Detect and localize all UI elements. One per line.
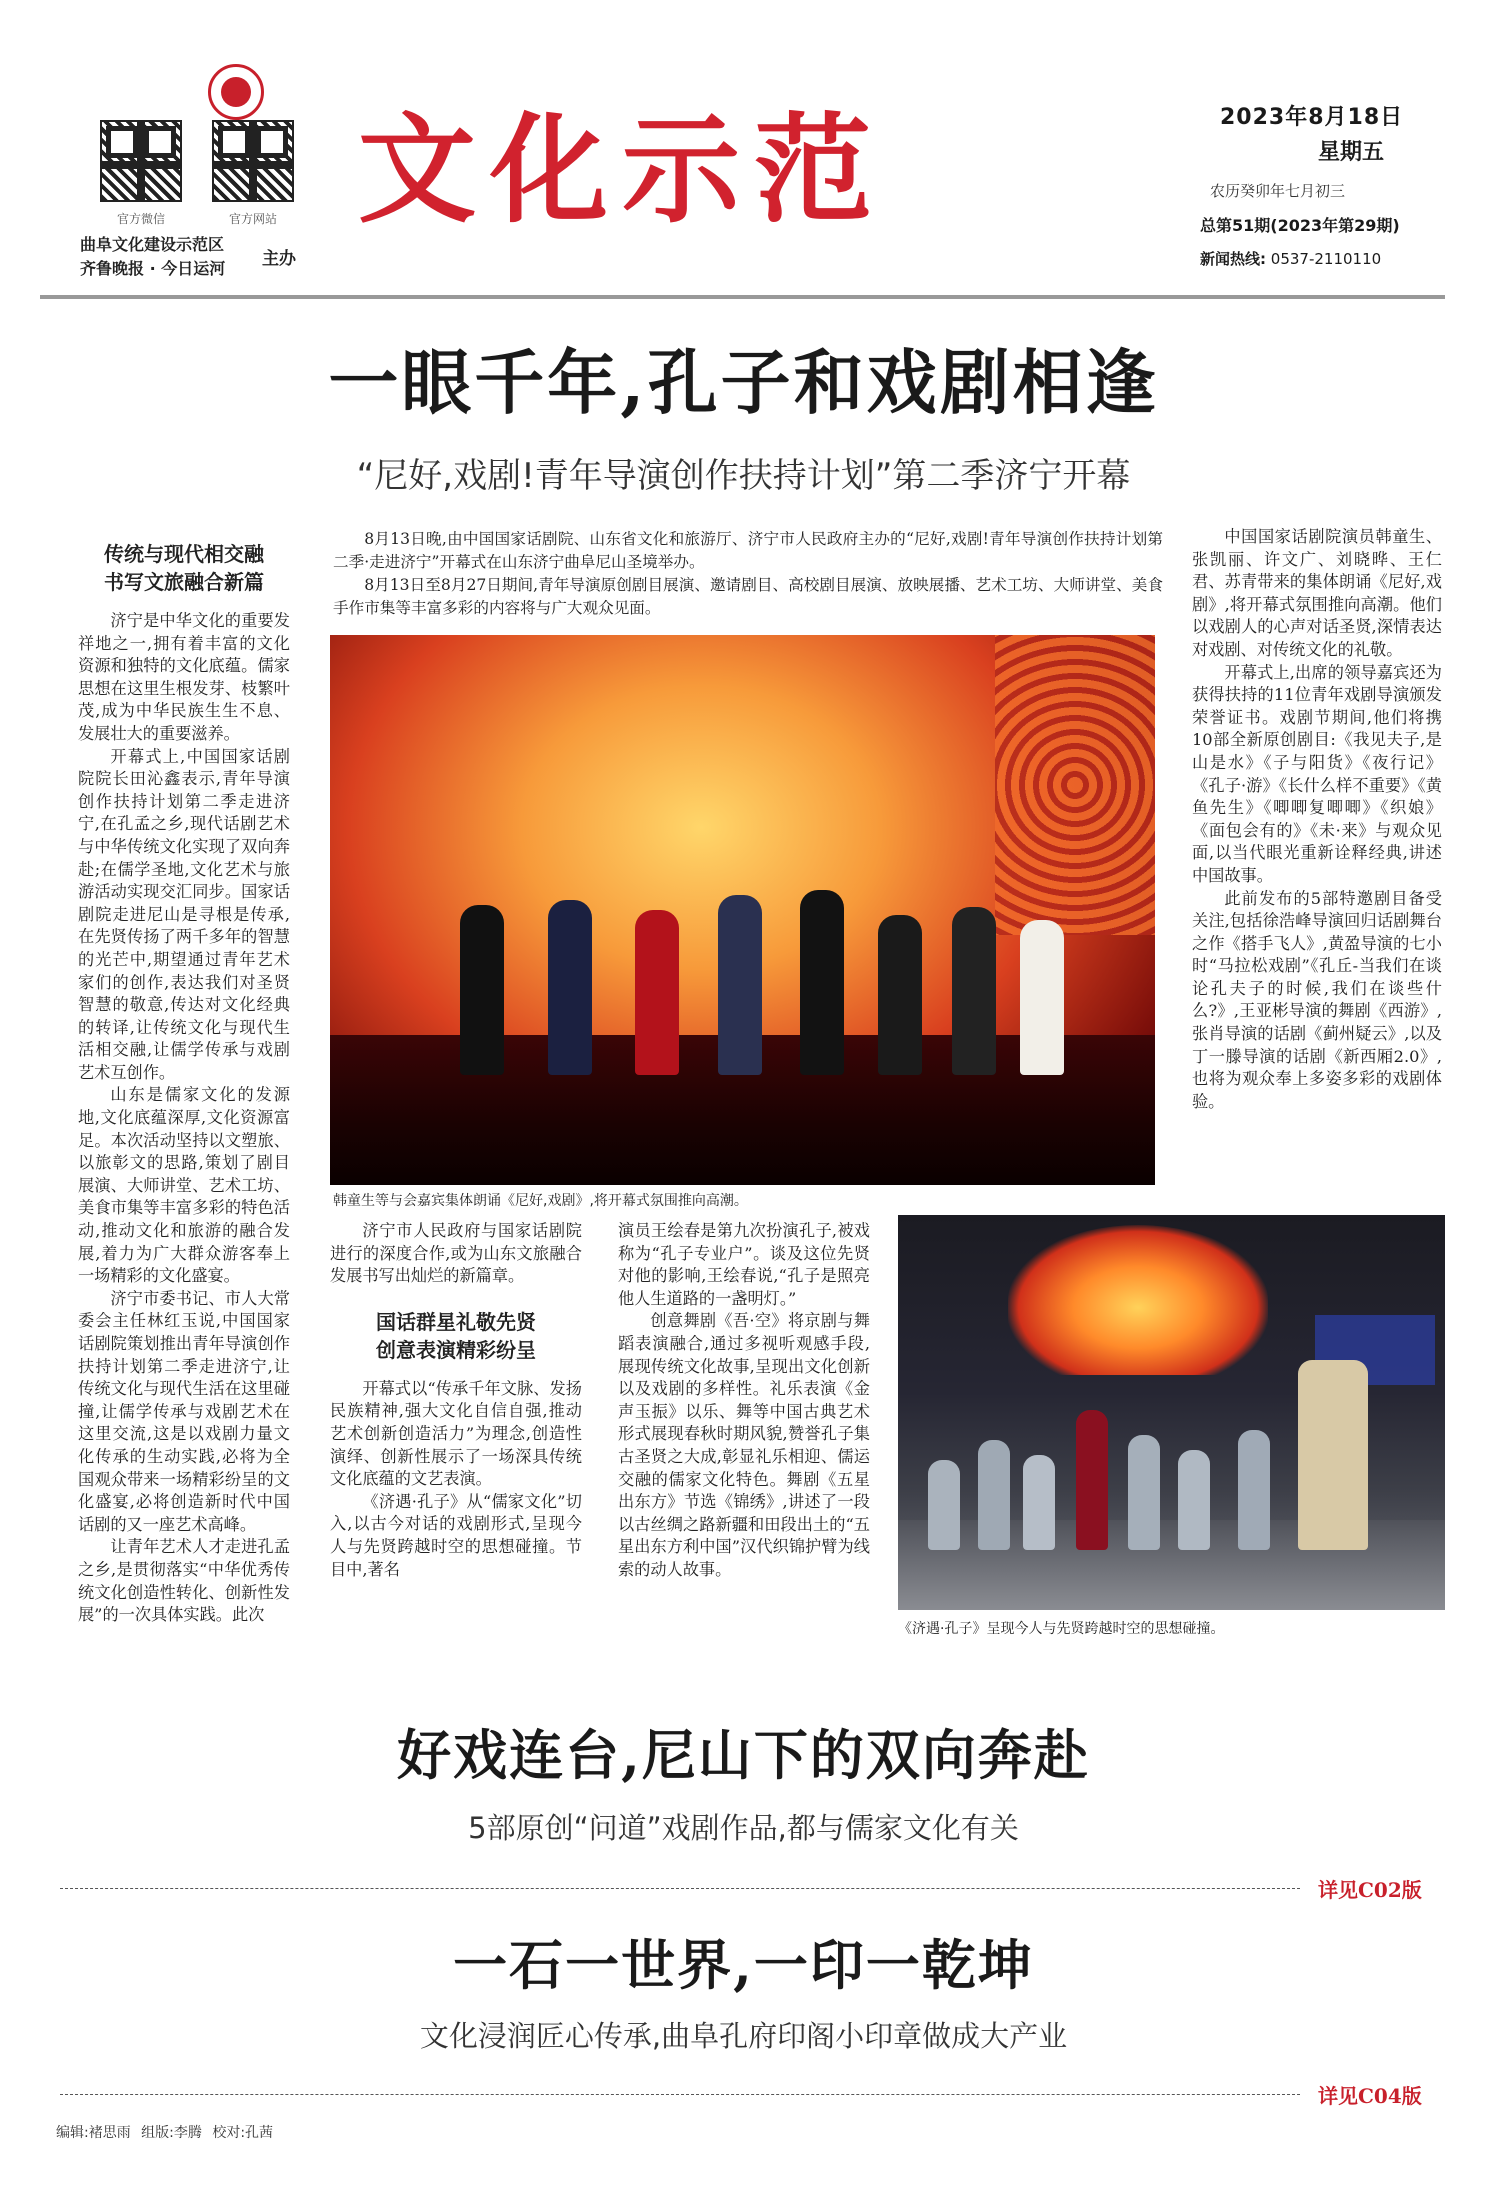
masthead (40, 60, 1445, 300)
lead-paragraphs (333, 528, 1163, 620)
hotline-label: 新闻热线: (1200, 250, 1266, 268)
article-paragraph: 济宁市委书记、市人大常委会主任林红玉说,中国国家话剧院策划推出青年导演创作扶持计划第二季走进济宁,让传统文化与现代生活在这里碰撞,让儒学传承与戏剧艺术在这里交流,这是以戏剧力量文化传承的生动实践,必将为全国观众带来一场精彩纷呈的文化盛宴,必将创造新时代中国话剧的又一座艺术高峰。 (78, 1288, 290, 1534)
host-line-2: 齐鲁晚报 · 今日运河 (80, 259, 226, 278)
qr-code-wechat-icon[interactable] (100, 120, 182, 202)
issue-date: 2023年8月18日 (1220, 105, 1404, 130)
performer-figure (1020, 920, 1064, 1075)
article-paragraph: 开幕式以“传承千年文脉、发扬民族精神,强大文化自信自强,推动艺术创新创造活力”为理念,创造性演绎、创新性展示了一场深具传统文化底蕴的文艺表演。 (330, 1378, 582, 1489)
teaser-1-title[interactable]: 好戏连台,尼山下的双向奔赴 (397, 1723, 1090, 1787)
issue-weekday: 星期五 (1318, 140, 1385, 165)
performer-figure (1178, 1450, 1210, 1550)
qr-site-label: 官方网站 (228, 212, 277, 226)
performance-photo[interactable] (898, 1215, 1445, 1610)
host-line-1: 曲阜文化建设示范区 (80, 235, 225, 254)
hotline-number: 0537-2110110 (1270, 250, 1382, 268)
teaser-2-page-link[interactable]: 详见C04版 (1318, 2084, 1422, 2108)
left-section-title-line1: 传统与现代相交融 (104, 542, 264, 566)
mid-section-title-line2: 创意表演精彩纷呈 (376, 1337, 536, 1362)
confucius-figure (1298, 1360, 1368, 1550)
teaser-2-subtitle: 文化浸润匠心传承,曲阜孔府印阁小印章做成大产业 (419, 2019, 1068, 2053)
article-paragraph: 济宁是中华文化的重要发祥地之一,拥有着丰富的文化资源和独特的文化底蕴。儒家思想在这里生根发芽、枝繁叶茂,成为中华民族生生不息、发展壮大的重要滋养。 (78, 611, 290, 743)
article-paragraph: 创意舞剧《吾·空》将京剧与舞蹈表演融合,通过多视听观感手段,展现传统文化故事,呈现出文化创新以及戏剧的多样性。礼乐表演《金声玉振》以乐、舞等中国古典艺术形式展现春秋时期风貌,赞誉孔子集古圣贤之大成,彰显礼乐相迎、儒运交融的儒家文化特色。舞剧《五星出东方》节选《锦绣》,讲述了一段以古丝绸之路新疆和田段出土的“五星出东方利中国”汉代织锦护臂为线索的动人故事。 (618, 1311, 870, 1579)
performer-figure (1238, 1430, 1270, 1550)
performer-figure (952, 907, 996, 1075)
article-paragraph: 开幕式上,出席的领导嘉宾还为获得扶持的11位青年戏剧导演颁发荣誉证书。戏剧节期间,他们将携10部全新原创剧目:《我见夫子,是山是水》《子与阳货》《夜行记》《孔子·游》《长什么样不重要》《黄鱼先生》《唧唧复唧唧》《织娘》《面包会有的》《未·来》与观众见面,以当代眼光重新诠释经典,讲述中国故事。 (1192, 662, 1442, 885)
teaser-1-page-link[interactable]: 详见C02版 (1318, 1878, 1422, 1902)
stage-pattern-backdrop (995, 635, 1155, 935)
opening-ceremony-photo[interactable] (330, 635, 1155, 1185)
article-paragraph: 此前发布的5部特邀剧目备受关注,包括徐浩峰导演回归话剧舞台之作《搭手飞人》,黄盈导演的七小时“马拉松戏剧”《孔丘-当我们在谈论孔夫子的时候,我们在谈些什么?》,王亚彬导演的舞剧《西游》,张肖导演的话剧《蓟州疑云》,以及丁一滕导演的话剧《新西厢2.0》,也将为观众奉上多姿多彩的戏剧体验。 (1192, 888, 1442, 1111)
performer-figure (978, 1440, 1010, 1550)
host-tag: 主办 (262, 249, 296, 269)
performer-figure (800, 890, 844, 1075)
article-paragraph: 让青年艺术人才走进孔孟之乡,是贯彻落实“中华优秀传统文化创造性转化、创新性发展”的一次具体实践。此次 (78, 1537, 290, 1625)
article-paragraph: 济宁市人民政府与国家话剧院进行的深度合作,或为山东文旅融合发展书写出灿烂的新篇章。 (330, 1221, 582, 1286)
main-subheadline: “尼好,戏剧!青年导演创作扶持计划”第二季济宁开幕 (356, 456, 1131, 496)
left-column (78, 540, 290, 1625)
qr-code-website-icon[interactable] (212, 120, 294, 202)
teaser-2-title[interactable]: 一石一世界,一印一乾坤 (453, 1933, 1034, 1997)
performer-figure (1023, 1455, 1055, 1550)
teaser-1-divider (60, 1888, 1300, 1889)
article-paragraph: 《济遇·孔子》从“儒家文化”切入,以古今对话的戏剧形式,呈现今人与先贤跨越时空的思想碰撞。节目中,著名 (330, 1491, 582, 1579)
paper-title: 文化示范 (358, 101, 887, 239)
article-paragraph: 中国国家话剧院演员韩童生、张凯丽、许文广、刘晓晔、王仁君、苏青带来的集体朗诵《尼好,戏剧》,将开幕式氛围推向高潮。他们以戏剧人的心声对话圣贤,深情表达对戏剧、对传统文化的礼敬。 (1192, 527, 1442, 659)
performer-figure (1128, 1435, 1160, 1550)
right-column (1192, 526, 1442, 1206)
left-section-title-line2: 书写文旅融合新篇 (104, 570, 264, 594)
middle-column-1 (330, 1220, 582, 1645)
date-block (1200, 100, 1450, 269)
article-paragraph: 山东是儒家文化的发源地,文化底蕴深厚,文化资源富足。本次活动坚持以文塑旅、以旅彰文的思路,策划了剧目展演、大师讲堂、艺术工坊、美食市集等丰富多彩的特色活动,推动文化和旅游的融合发展,着力为广大群众游客奉上一场精彩的文化盛宴。 (78, 1085, 290, 1286)
lunar-date: 农历癸卯年七月初三 (1210, 182, 1346, 200)
main-headline[interactable]: 一眼千年,孔子和戏剧相逢 (328, 341, 1159, 424)
performer-figure (718, 895, 762, 1075)
lead-paragraph: 8月13日晚,由中国国家话剧院、山东省文化和旅游厅、济宁市人民政府主办的“尼好,戏剧!青年导演创作扶持计划第二季·走进济宁”开幕式在山东济宁曲阜尼山圣境举办。 (333, 530, 1163, 571)
teaser-1-subtitle: 5部原创“问道”戏剧作品,都与儒家文化有关 (468, 1811, 1019, 1845)
photo-caption: 《济遇·孔子》呈现今人与先贤跨越时空的思想碰撞。 (898, 1621, 1225, 1637)
teaser-2-divider (60, 2094, 1300, 2095)
news-hotline (1200, 248, 1450, 269)
stage-fountain (1008, 1225, 1268, 1375)
middle-column-2 (618, 1220, 870, 1645)
lead-paragraph: 8月13日至8月27日期间,青年导演原创剧目展演、邀请剧目、高校剧目展演、放映展播、艺术工坊、大师讲堂、美食手作市集等丰富多彩的内容将与广大观众见面。 (333, 576, 1163, 617)
performer-figure (460, 905, 504, 1075)
issue-number: 总第51期(2023年第29期) (1200, 216, 1400, 235)
article-paragraph: 演员王绘春是第九次扮演孔子,被戏称为“孔子专业户”。谈及这位先贤对他的影响,王绘春说,“孔子是照亮他人生道路的一盏明灯。” (618, 1221, 870, 1308)
logo-seal-icon (208, 64, 264, 120)
performer-figure (1076, 1410, 1108, 1550)
photo-caption: 韩童生等与会嘉宾集体朗诵《尼好,戏剧》,将开幕式氛围推向高潮。 (333, 1193, 748, 1209)
mid-section-title-line1: 国话群星礼敬先贤 (376, 1309, 536, 1334)
performer-figure (928, 1460, 960, 1550)
mid-section-title (330, 1308, 582, 1364)
performer-figure (635, 910, 679, 1075)
masthead-divider (40, 295, 1445, 299)
article-paragraph: 开幕式上,中国国家话剧院院长田沁鑫表示,青年导演创作扶持计划第二季走进济宁,在孔孟之乡,现代话剧艺术与中华传统文化实现了双向奔赴;在儒学圣地,文化艺术与旅游活动实现交汇同步。国家话剧院走进尼山是寻根是传承,在先贤传扬了两千多年的智慧的光芒中,期望通过青年艺术家们的创作,表达我们对圣贤智慧的敬意,传达对文化经典的转译,让传统文化与现代生活相交融,让儒学传承与戏剧艺术互创作。 (78, 746, 290, 1082)
left-section-title (78, 540, 290, 596)
performer-figure (878, 915, 922, 1075)
editor-credits: 编辑:褚思雨 组版:李腾 校对:孔茜 (56, 2125, 274, 2141)
performer-figure (548, 900, 592, 1075)
qr-wechat-label: 官方微信 (116, 212, 165, 226)
